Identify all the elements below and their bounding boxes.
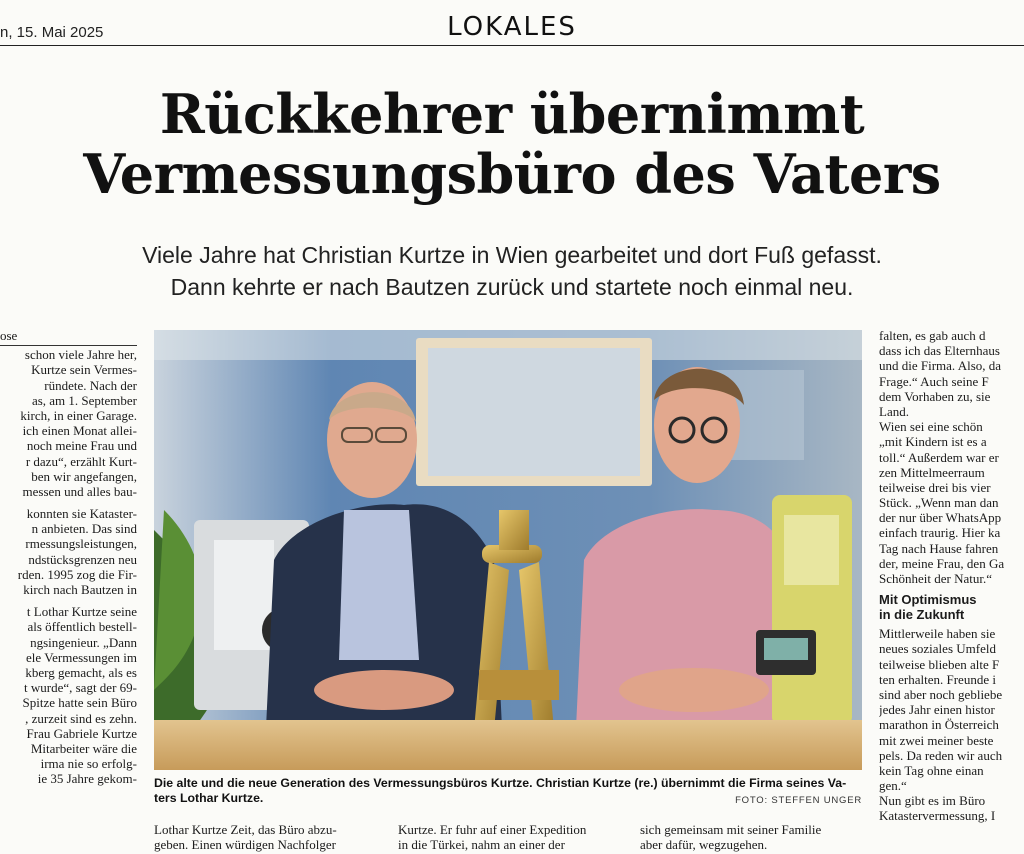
text-line: Nun gibt es im Büro [879,793,986,809]
text-line: kberg gemacht, als es [25,664,137,680]
text-line: Kurtze sein Vermes- [31,362,137,378]
bottom-column-1 [154,822,337,852]
text-line: pels. Da reden wir auch [879,747,1003,763]
text-line: und die Firma. Also, da [879,358,1002,374]
text-line: irma nie so erfolg- [40,756,137,772]
text-line: Frage.“ Auch seine F [879,373,989,389]
text-line: der nur über WhatsApp [879,510,1002,526]
article-photo [154,330,862,770]
intertitle-line-2: in die Zukunft [879,607,965,623]
text-line: neues soziales Umfeld [879,641,996,657]
header-rule [0,45,1024,46]
text-line: Wien sei eine schön [879,419,983,435]
bottom-col1-line-1: Lothar Kurtze Zeit, das Büro abzu- [154,822,337,837]
text-line: Mittlerweile haben sie [879,626,996,642]
text-line: schon viele Jahre her, [24,347,137,363]
text-line: teilweise drei bis vier [879,479,991,495]
text-line: konnten sie Kataster- [26,506,137,522]
section-title: LOKALES [447,12,577,42]
text-line: , zurzeit sind es zehn. [25,710,137,726]
text-line: jedes Jahr einen histor [879,702,995,718]
text-line: ben wir angefangen, [31,468,137,484]
text-line: t wurde“, sagt der 69- [24,680,137,696]
text-line: rden. 1995 zog die Fir- [17,566,137,582]
intertitle-line-1: Mit Optimismus [879,592,977,608]
text-line: zen Mittelmeerraum [879,464,985,480]
column-1-body [0,347,137,786]
text-line: ie 35 Jahre gekom- [37,771,137,787]
text-line: kirch nach Bautzen in [23,582,137,597]
text-line: mit zwei meiner beste [879,732,994,748]
issue-date: n, 15. Mai 2025 [0,24,104,41]
text-line: ründete. Nach der [44,377,137,393]
subheadline-line-1: Viele Jahre hat Christian Kurtze in Wien gearbeitet und dort Fuß gefasst. [142,242,882,268]
headline-line-2: Vermessungsbüro des Vaters [83,142,941,207]
bottom-col1-line-2: geben. Einen würdigen Nachfolger [154,837,336,853]
text-line: t Lothar Kurtze seine [26,604,137,620]
article-column-4 [879,328,1024,824]
subheadline [0,240,1024,303]
text-line: ich einen Monat allei- [22,423,137,439]
text-line: falten, es gab auch d [879,328,986,343]
headline [0,84,1024,205]
text-line: Land. [879,403,909,419]
caption-line-2: ters Lothar Kurtze. [154,791,264,805]
text-line: gen.“ [879,778,907,794]
headline-line-1: Rückkehrer übernimmt [159,82,865,146]
text-line: als öffentlich bestell- [27,619,137,635]
text-line: dass ich das Elternhaus [879,343,1000,359]
text-line: ele Vermessungen im [26,649,137,665]
column-4-body-a [879,328,1024,586]
bottom-col3-line-1: sich gemeinsam mit seiner Familie [640,822,822,837]
bottom-col2-line-2: in die Türkei, nahm an einer der [398,837,565,853]
text-line: toll.“ Außerdem war er [879,449,999,465]
text-line: messen und alles bau- [22,483,137,499]
photo-illustration [154,330,862,770]
text-line: ten erhalten. Freunde i [879,671,996,687]
bottom-col2-line-1: Kurtze. Er fuhr auf einer Expedition [398,822,587,837]
text-line: marathon in Österreich [879,717,999,733]
caption-line-1: Die alte und die neue Generation des Vermessungsbüros Kurtze. Christian Kurtze (re.) übernimmt die Firma seines Va- [154,776,847,790]
text-line: as, am 1. September [31,392,137,408]
text-line: teilweise blieben alte F [879,656,1000,672]
text-line: noch meine Frau und [26,438,137,454]
text-line: Schönheit der Natur.“ [879,571,992,586]
text-line: rmessungsleistungen, [25,536,137,552]
text-line [0,597,137,604]
text-line: Mitarbeiter wäre die [30,740,137,756]
text-line: einfach traurig. Hier ka [879,525,1001,541]
byline-rule [0,345,137,346]
author-byline: ose [0,328,18,343]
text-line: „mit Kindern ist es a [879,434,987,450]
intertitle [879,592,1024,622]
text-line: Frau Gabriele Kurtze [26,725,137,741]
text-line: der, meine Frau, den Ga [879,555,1005,571]
text-line: kein Tag ohne einan [879,762,984,778]
text-line: r dazu“, erzählt Kurt- [25,453,137,469]
text-line: Katastervermessung, I [879,808,996,824]
text-line: Tag nach Hause fahren [879,540,999,556]
photo-credit: FOTO: STEFFEN UNGER [735,795,862,806]
text-line: ngsingenieur. „Dann [30,634,137,650]
article-column-1 [0,328,137,786]
column-4-body-b [879,626,1024,823]
bottom-column-3 [640,822,821,852]
text-line [0,499,137,506]
text-line: ndstücksgrenzen neu [28,551,137,567]
text-line: Stück. „Wenn man dan [879,495,999,511]
text-line: Spitze hatte sein Büro [22,695,137,711]
text-line: sind aber noch gebliebe [879,686,1003,702]
text-line: n anbieten. Das sind [31,521,137,537]
text-line: dem Vorhaben zu, sie [879,388,991,404]
bottom-col3-line-2: aber dafür, wegzugehen. [640,837,768,853]
subheadline-line-2: Dann kehrte er nach Bautzen zurück und startete noch einmal neu. [170,273,854,300]
text-line: kirch, in einer Garage. [20,407,137,423]
bottom-column-2 [398,822,586,852]
